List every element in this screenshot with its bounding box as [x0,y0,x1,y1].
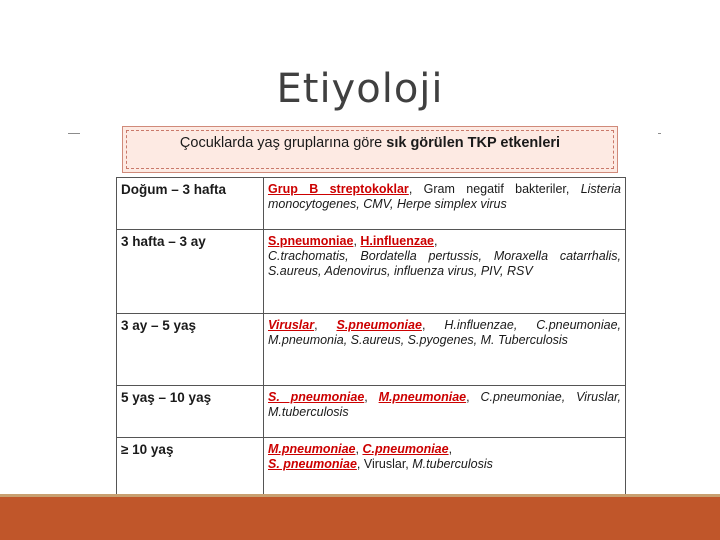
table-row [117,438,626,494]
tertiary-agent: S. pneumoniae [268,457,357,471]
agents-sep: , [314,318,337,332]
age-group: 3 hafta – 3 ay [117,230,264,314]
age-group: 5 yaş – 10 yaş [117,386,264,438]
secondary-agent: H.influenzae [360,234,435,248]
age-group: Doğum – 3 hafta [117,178,264,230]
primary-agent: S. pneumoniae [268,390,365,404]
agents-italic: M.tuberculosis [412,457,493,471]
primary-agent: Viruslar [268,318,315,332]
agents-sep: , [364,390,379,404]
secondary-agent: M.pneumoniae [378,390,467,404]
agents-sep: , [448,442,453,456]
agents-text: , [434,234,438,248]
agents-text: , [466,390,481,404]
agents-sep: , [353,234,361,248]
secondary-agent: S.pneumoniae [336,318,422,332]
agents-text: , [421,318,445,332]
footer-bar [0,497,720,540]
agents-cell [264,178,626,230]
primary-agent: S.pneumoniae [268,234,354,248]
agents-cell [264,438,626,494]
agents-cell [264,386,626,438]
primary-agent: Grup B streptokoklar [268,182,409,196]
agents-italic: Listeria monocytogenes, CMV, Herpe simplex virus [268,182,621,211]
slide-title: Etiyoloji [276,66,444,112]
agents-sep: , [355,442,363,456]
age-group: 3 ay – 5 yaş [117,314,264,386]
table-caption-box [122,126,618,173]
agents-italic: C.trachomatis, Bordatella pertussis, Moraxella catarrhalis, S.aureus, Adenovirus, influenza virus, PIV, RSV [268,249,621,278]
table-row [117,386,626,438]
agents-italic: H.influenzae, C.pneumoniae, M.pneumonia, S.aureus, S.pyogenes, M. Tuberculosis [268,318,622,347]
table-row [117,314,626,386]
table-row [117,178,626,230]
primary-agent: M.pneumoniae [268,442,356,456]
agents-text: , Viruslar, [356,457,413,471]
secondary-agent: C.pneumoniae [362,442,449,456]
title-rule-left [68,133,80,134]
agents-italic: C.pneumoniae, Viruslar, M.tuberculosis [268,390,622,419]
agents-cell [264,314,626,386]
age-group: ≥ 10 yaş [117,438,264,494]
caption-bold: sık görülen TKP etkenleri [386,135,561,151]
table-row [117,230,626,314]
title-rule-right [658,133,661,134]
etiology-table [116,177,626,494]
agents-cell [264,230,626,314]
table-caption [123,135,617,151]
caption-prefix: Çocuklarda yaş gruplarına göre [179,135,387,151]
agents-text: , Gram negatif bakteriler, [408,182,581,196]
